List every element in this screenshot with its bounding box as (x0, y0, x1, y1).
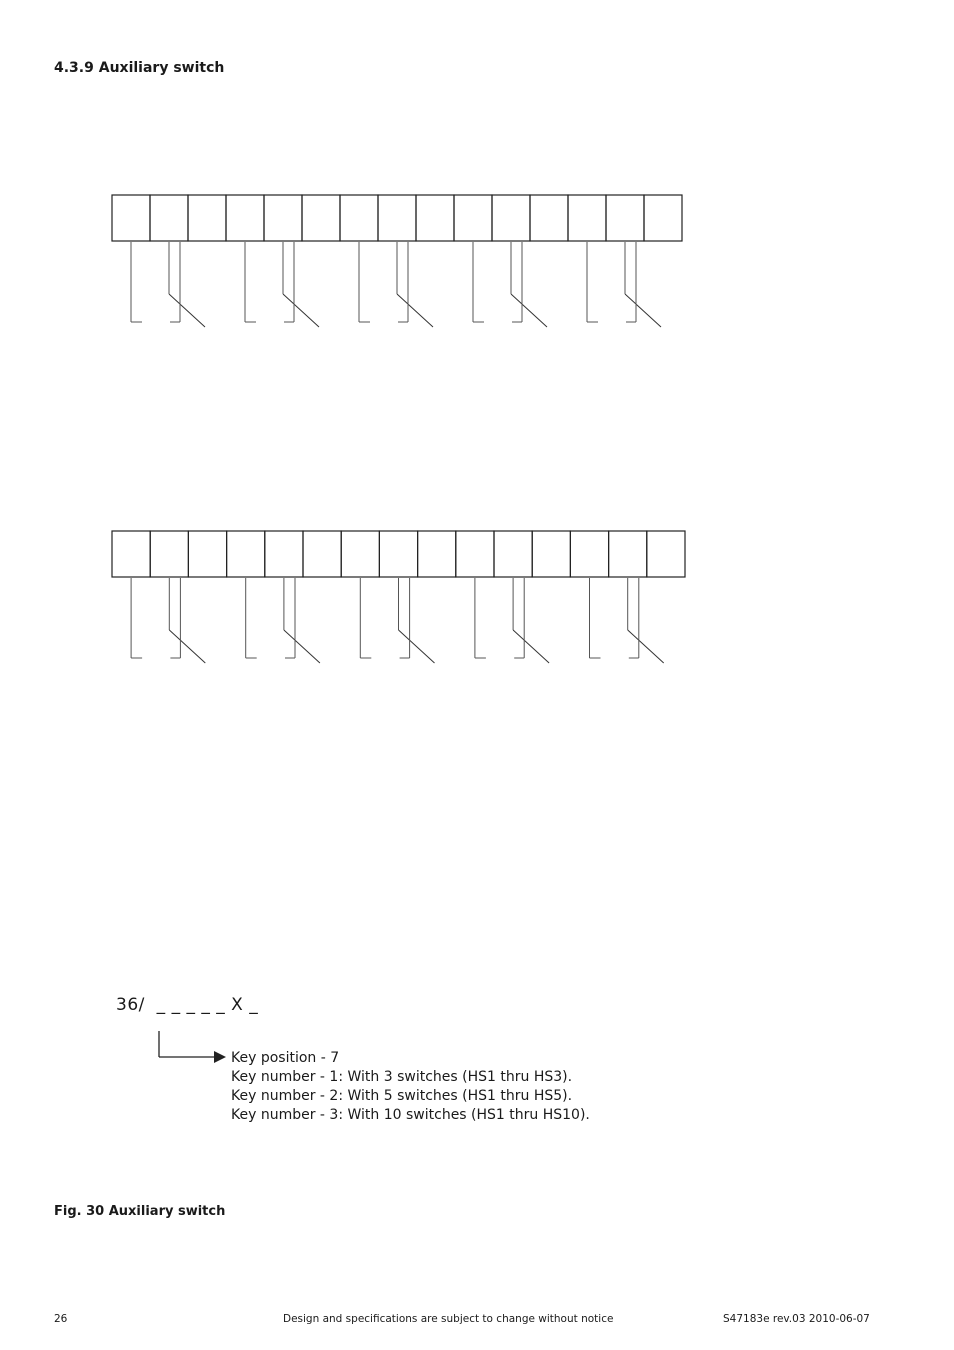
terminal-box (454, 195, 492, 241)
key-list (231, 1049, 590, 1125)
key-number-1: Key number - 1: With 3 switches (HS1 thru HS3). (231, 1069, 573, 1085)
terminal-box (609, 531, 647, 577)
terminal-box (303, 531, 341, 577)
switch-contact (587, 242, 661, 327)
terminal-box (570, 531, 608, 577)
terminal-box (188, 531, 226, 577)
switch-contact (473, 242, 547, 327)
terminal-box (150, 531, 188, 577)
switch-contact (360, 578, 434, 663)
terminal-box (340, 195, 378, 241)
terminal-box (378, 195, 416, 241)
terminal-box (418, 531, 456, 577)
terminal-box (606, 195, 644, 241)
terminal-box (302, 195, 340, 241)
terminal-box (647, 531, 685, 577)
key-number-2: Key number - 2: With 5 switches (HS1 thru HS5). (231, 1088, 573, 1104)
terminal-box (150, 195, 188, 241)
switch-contact (245, 242, 319, 327)
terminal-box (112, 531, 150, 577)
page-number: 26 (54, 1313, 68, 1325)
terminal-box (456, 531, 494, 577)
terminal-box (265, 531, 303, 577)
terminal-box (112, 195, 150, 241)
terminal-box (188, 195, 226, 241)
terminal-box (379, 531, 417, 577)
terminal-box (644, 195, 682, 241)
switch-contact (131, 578, 205, 663)
document-reference: S47183e rev.03 2010-06-07 (723, 1313, 870, 1325)
terminal-box (568, 195, 606, 241)
terminal-box (341, 531, 379, 577)
terminal-box (264, 195, 302, 241)
figure-caption: Fig. 30 Auxiliary switch (54, 1204, 226, 1219)
switch-contact (131, 242, 205, 327)
switch-contact (359, 242, 433, 327)
switch-contact (475, 578, 549, 663)
switch-contact (246, 578, 320, 663)
terminal-box (492, 195, 530, 241)
terminal-row-1 (112, 195, 682, 327)
terminal-box (530, 195, 568, 241)
ordering-code: 36/ _ _ _ _ _ X _ (116, 995, 259, 1015)
terminal-box (532, 531, 570, 577)
switch-contact (590, 578, 664, 663)
terminal-box (227, 531, 265, 577)
key-position: Key position - 7 (231, 1050, 340, 1066)
code-arrow (159, 1031, 226, 1063)
terminal-box (226, 195, 264, 241)
key-number-3: Key number - 3: With 10 switches (HS1 thru HS10). (231, 1107, 590, 1123)
section-heading: 4.3.9 Auxiliary switch (54, 60, 225, 76)
terminal-row-2 (112, 531, 685, 663)
arrow-head-icon (214, 1051, 226, 1063)
terminal-box (416, 195, 454, 241)
footer-disclaimer: Design and specifications are subject to change without notice (283, 1313, 614, 1325)
terminal-box (494, 531, 532, 577)
